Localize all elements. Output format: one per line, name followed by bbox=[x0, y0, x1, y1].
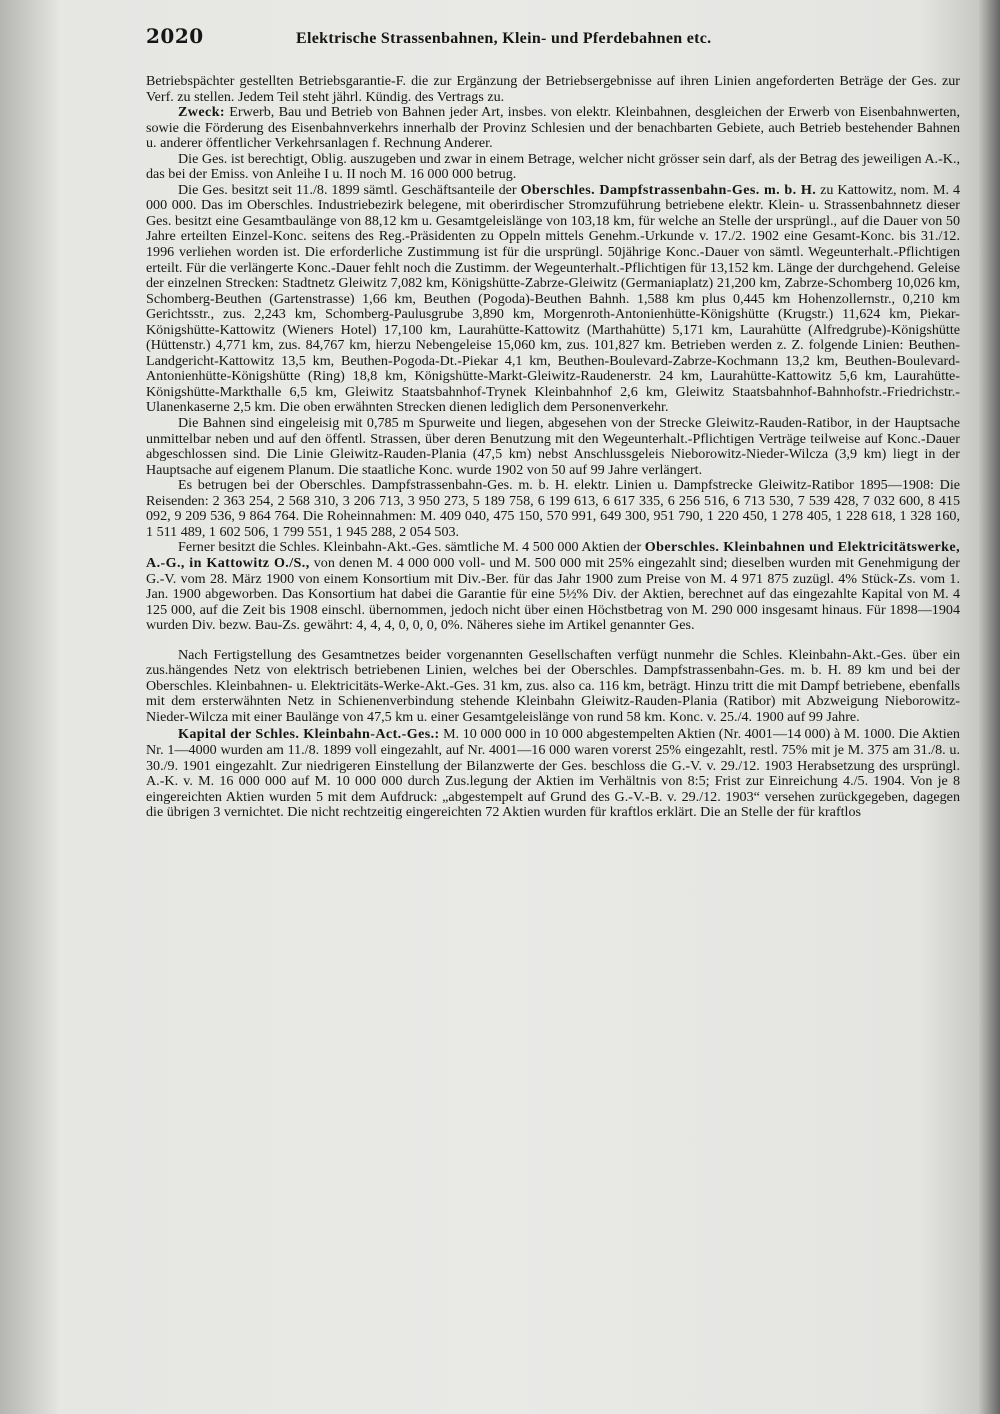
paragraph-bold-lead: Kapital der Schles. Kleinbahn-Act.-Ges.: bbox=[178, 726, 440, 743]
paragraph-text: Ferner besitzt die Schles. Kleinbahn-Akt.-Ges. sämtliche M. 4 500 000 Aktien der bbox=[178, 539, 645, 556]
paragraph-text: Es betrugen bei der Oberschles. Dampfstrassenbahn-Ges. m. b. H. elektr. Linien u. Dampfstrecke Gleiwitz-Ratibor 1895—1908: Die Reisenden: 2 363 254, 2 568 310, 3 206 713, 3 950 273, 5 189 758, 6 199 613, 6 617 335, 6 256 516, 6 713 530, 7 539 428, 7 032 600, 8 415 092, 9 209 536, 9 864 764. Die Roheinnahmen: M. 409 040, 475 150, 570 991, 649 300, 951 790, 1 220 450, 1 278 405, 1 228 618, 1 328 160, 1 511 489, 1 602 506, 1 799 551, 1 945 288, 2 054 503. bbox=[146, 477, 960, 540]
paragraph-text: Die Ges. ist berechtigt, Oblig. auszugeben und zwar in einem Betrage, welcher nicht grösser sein darf, als der Betrag des jeweiligen A.-K., das bei der Emiss. von Anleihe I u. II noch M. 16 000 000 betrug. bbox=[146, 150, 960, 183]
paragraph-bold-company: Oberschles. Kleinbahnen und Elektricitätswerke, A.-G., in Kattowitz O./S., bbox=[146, 539, 961, 571]
paragraph-kleinbahnen-elektricitaetswerke bbox=[146, 540, 960, 633]
paragraph-text: Die Ges. besitzt seit 11./8. 1899 sämtl. Geschäftsanteile der bbox=[178, 181, 521, 198]
page-number: 2020 bbox=[146, 24, 204, 48]
paragraph-gesamtnetz bbox=[146, 648, 960, 726]
body-text bbox=[146, 74, 960, 821]
paragraph-text: zu Kattowitz, nom. M. 4 000 000. Das im Oberschles. Industriebezirk belegene, mit oberirdischer Stromzuführung betriebene elektr. Klein- u. Strassenbahnnetz dieser Ges. besitzt eine Gesamtbaulänge von 88,12 km u. Gesamtgeleislänge von 103,18 km, für welche an Stelle der ursprüngl., auf die Dauer von 50 Jahre erteilten Einzel-Konc. seitens des Reg.-Präsidenten zu Oppeln mittels Genehm.-Urkunde v. 17./2. 1902 eine Gesamt-Konc. bis 31./12. 1996 verliehen worden ist. Die erforderliche Zustimmung ist für die ursprüngl. 50jährige Konc.-Dauer von sämtl. Wegeunterhalt.-Pflichtigen erteilt. Für die verlängerte Konc.-Dauer fehlt noch die Zustimm. der Wegeunterhalt.-Pflichtigen für 13,152 km. Länge der durchgehend. Geleise der einzelnen Strecken: Stadtnetz Gleiwitz 7,082 km, Königshütte-Zabrze-Gleiwitz (Germaniaplatz) 21,200 km, Zabrze-Schomberg 10,026 km, Schomberg-Beuthen (Gartenstrasse) 1,66 km, Beuthen (Pogoda)-Beuthen Bahnh. 1,588 km plus 0,445 km Hohenzollernstr., 0,210 km Gerichtsstr., zus. 2,243 km, Schomberg-Paulusgrube 3,890 km, Morgenroth-Antonienhütte-Königshütte (Krugstr.) 11,624 km, Piekar-Königshütte-Kattowitz (Wieners Hotel) 17,100 km, Laurahütte-Kattowitz (Marthahütte) 5,171 km, Laurahütte (Alfredgrube)-Königshütte (Hüttenstr.) 4,771 km, zus. 84,767 km, hierzu Nebengeleise 15,060 km, zus. 101,827 km. Betrieben werden z. Z. folgende Linien: Beuthen-Landgericht-Kattowitz 13,5 km, Beuthen-Pogoda-Dt.-Piekar 4,1 km, Beuthen-Boulevard-Zabrze-Kochmann 13,2 km, Beuthen-Boulevard-Antonienhütte-Königshütte (Ring) 18,8 km, Königshütte-Markt-Gleiwitz-Raudenerstr. 24 km, Laurahütte-Kattowitz 5,6 km, Laurahütte-Königshütte-Markthalle 6,5 km, Gleiwitz Staatsbahnhof-Trynek Kleinbahnhof 2,6 km, Gleiwitz Staatsbahnhof-Bahnhofstr.-Friedrichstr.-Ulanenkaserne 2,5 km. Die oben erwähnten Strecken dienen lediglich dem Personenverkehr. bbox=[146, 181, 960, 416]
paragraph-reisende-statistics bbox=[146, 478, 960, 540]
paragraph-bold-company: Oberschles. Dampfstrassenbahn-Ges. m. b. H. bbox=[520, 181, 817, 198]
paragraph-bahnen-spurweite bbox=[146, 416, 960, 478]
page-gutter-shadow bbox=[0, 0, 60, 1414]
paragraph-guarantee-continuation bbox=[146, 74, 960, 105]
paragraph-obligations bbox=[146, 152, 960, 183]
running-title: Elektrische Strassenbahnen, Klein- und Pferdebahnen etc. bbox=[296, 30, 712, 47]
paragraph-text: Erwerb, Bau und Betrieb von Bahnen jeder Art, insbes. von elektr. Kleinbahnen, desgleichen der Erwerb von Eisenbahnwerten, sowie die Förderung des Eisenbahnverkehrs innerhalb der Provinz Schlesien und der benachbarten Gebiete, auch Betrieb bestehender Bahnen u. anderer öffentlicher Verkehrsanlagen f. Rechnung Anderer. bbox=[146, 104, 960, 152]
paragraph-text: Nach Fertigstellung des Gesamtnetzes beider vorgenannten Gesellschaften verfügt nunmehr die Schles. Kleinbahn-Akt.-Ges. über ein zus.hängendes Netz von elektrisch betriebenen Linien, welches bei der Oberschles. Dampfstrassenbahn-Ges. m. b. H. 89 km und bei der Oberschles. Kleinbahnen- u. Elektricitäts-Werke-Akt.-Ges. 31 km, zus. also ca. 116 km, beträgt. Hinzu tritt die mit Dampf betriebene, ebenfalls mit dem ersterwähnten Netz in Schienenverbindung stehende Kleinbahn Gleiwitz-Rauden-Plania (Ratibor) mit Abzweigung Nieborowitz-Nieder-Wilcza mit einer Baulänge von 47,5 km u. einer Gesamtgeleislänge von rund 58 km. Konc. v. 25./4. 1900 auf 99 Jahre. bbox=[146, 646, 960, 725]
page-edge-shadow bbox=[978, 0, 1000, 1414]
paragraph-text: Betriebspächter gestellten Betriebsgarantie-F. die zur Ergänzung der Betriebsergebnisse auf ihren Linien angeforderten Beträge der Ges. zur Verf. zu stellen. Jedem Teil steht jährl. Kündig. des Vertrags zu. bbox=[146, 73, 960, 105]
paragraph-kapital bbox=[146, 727, 960, 820]
paragraph-zweck bbox=[146, 105, 960, 152]
paragraph-dampfstrassenbahn bbox=[146, 183, 960, 416]
paragraph-text: M. 10 000 000 in 10 000 abgestempelten Aktien (Nr. 4001—14 000) à M. 1000. Die Aktien Nr. 1—4000 wurden am 11./8. 1899 voll eingezahlt, auf Nr. 4001—16 000 waren vorerst 25% eingezahlt, restl. 75% mit je M. 375 am 31./8. u. 30./9. 1901 eingezahlt. Zur niedrigeren Einstellung der Bilanzwerte der Ges. beschloss die G.-V. v. 29./12. 1903 Herabsetzung des ursprüngl. A.-K. v. M. 16 000 000 auf M. 10 000 000 durch Zus.legung der Aktien im Verhältnis von 8:5; Frist zur Einreichung 4./5. 1904. Von je 8 eingereichten Aktien wurden 5 mit dem Aufdruck: „abgestempelt auf Grund des G.-V.-B. v. 29./12. 1903“ versehen zurückgegeben, dagegen die übrigen 3 vernichtet. Die nicht rechtzeitig eingereichten 72 Aktien wurden für kraftlos erklärt. Die an Stelle der für kraftlos bbox=[146, 726, 960, 821]
paragraph-text: von denen M. 4 000 000 voll- und M. 500 000 mit 25% eingezahlt sind; dieselben wurden mit Genehmigung der G.-V. vom 28. März 1900 von einem Konsortium mit Div.-Ber. für das Jahr 1900 zum Preise von M. 4 971 875 zuzügl. 4% Stück-Zs. vom 1. Jan. 1900 abgeworben. Das Konsortium hat dabei die Garantie für eine 5½% Div. der Aktien, berechnet auf das eingezahlte Kapital von M. 4 125 000, auf die Zeit bis 1908 einschl. übernommen, jedoch nicht über einen Höchstbetrag von M. 290 000 insgesamt hinaus. Für 1898—1904 wurden Div. bezw. Bau-Zs. gewährt: 4, 4, 4, 0, 0, 0, 0%. Näheres siehe im Artikel genannter Ges. bbox=[146, 554, 960, 634]
page-header bbox=[146, 24, 960, 66]
paragraph-text: Die Bahnen sind eingeleisig mit 0,785 m Spurweite und liegen, abgesehen von der Strecke Gleiwitz-Rauden-Ratibor, in der Hauptsache unmittelbar neben und auf den öffentl. Strassen, über deren Benutzung mit den Wegeunterhalt.-Pflichtigen Verträge teilweise auf Konc.-Dauer abgeschlossen sind. Die Linie Gleiwitz-Rauden-Plania (47,5 km) nebst Anschlussgeleis Nieborowitz-Nieder-Wilcza (3,9 km) liegt in der Hauptsache auf eigenem Planum. Die staatliche Konc. wurde 1902 von 50 auf 99 Jahre verlängert. bbox=[146, 415, 960, 478]
paragraph-bold-lead: Zweck: bbox=[178, 104, 226, 121]
